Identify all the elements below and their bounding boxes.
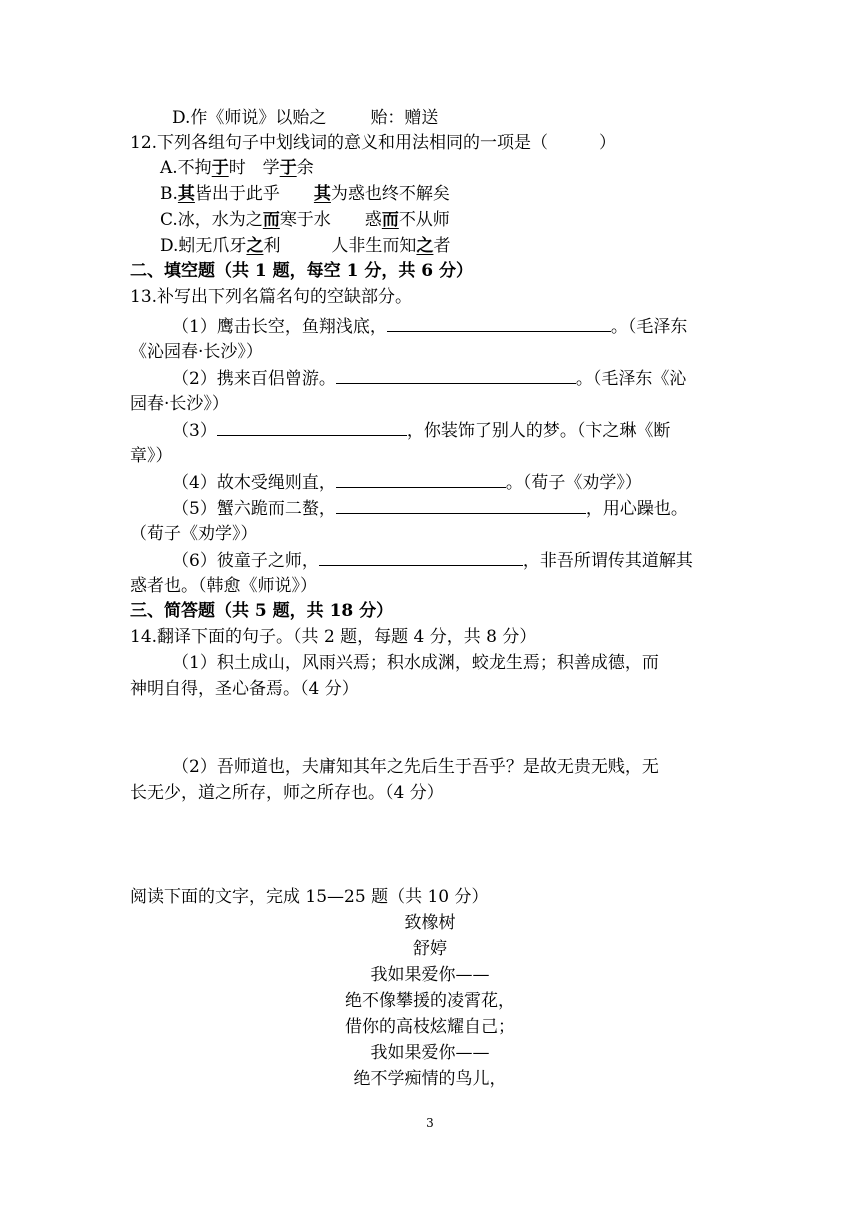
q11-option-d-gloss: 贻：赠送 [370, 108, 439, 128]
q13-item-3-cont: 章》） [130, 446, 173, 466]
section-3-heading: 三、简答题（共 5 题，共 18 分） [130, 601, 394, 621]
q12-a-text: A.不拘 [160, 158, 212, 178]
answer-blank[interactable] [387, 314, 611, 332]
q14-sentence-2: （2）吾师道也，夫庸知其年之先后生于吾乎？是故无贵无贱，无 [172, 757, 659, 777]
q13-item-3-source: ，你装饰了别人的梦。（卞之琳《断 [406, 421, 671, 441]
q12-option-d [160, 234, 450, 258]
q13-item-4 [172, 470, 642, 495]
q12-b-text: 为惑也终不解矣 [330, 184, 450, 204]
q14-sentence-1: （1）积土成山，风雨兴焉；积水成渊，蛟龙生焉；积善成德，而 [172, 653, 659, 673]
q13-item-5-cont: （荀子《劝学》） [130, 524, 258, 544]
q13-item-6 [172, 548, 693, 573]
poem-line: 我如果爱你—— [370, 1043, 490, 1063]
q12-d-text: D.蚓无爪牙 [160, 236, 247, 256]
q14-sentence-1-cont: 神明自得，圣心备焉。（4 分） [130, 679, 359, 699]
q13-item-5-text: （5）蟹六跪而二螯， [172, 499, 336, 519]
poem-line: 借你的高枝炫耀自己； [345, 1017, 515, 1037]
q13-item-4-text: （4）故木受绳则直， [172, 473, 336, 493]
q13-item-2-source: 。（毛泽东《沁 [575, 369, 687, 389]
q12-option-c [160, 208, 450, 232]
q12-stem: 12.下列各组句子中划线词的意义和用法相同的一项是（ ） [130, 133, 617, 153]
q12-option-a [160, 156, 314, 180]
q12-a-underlined: 于 [279, 158, 297, 178]
answer-blank[interactable] [217, 418, 407, 436]
q13-item-1 [172, 314, 687, 339]
answer-blank[interactable] [336, 366, 576, 384]
q13-item-3-text: （3） [172, 421, 217, 441]
q13-item-1-text: （1）鹰击长空，鱼翔浅底， [172, 317, 387, 337]
q12-d-text: 利 人非生而知 [263, 236, 417, 256]
q13-item-2-cont: 园春·长沙》） [130, 394, 229, 414]
answer-blank[interactable] [319, 548, 523, 566]
poem-line: 我如果爱你—— [370, 965, 490, 985]
section-2-heading: 二、填空题（共 1 题，每空 1 分，共 6 分） [130, 261, 473, 281]
q13-item-1-cont: 《沁园春·长沙》） [130, 342, 263, 362]
q13-item-6-source: ，非吾所谓传其道解其 [522, 551, 693, 571]
q12-c-text: C.冰，水为之 [160, 210, 263, 230]
q12-c-underlined: 而 [262, 210, 280, 230]
answer-blank[interactable] [336, 470, 506, 488]
q13-item-4-source: 。（荀子《劝学》） [505, 473, 642, 493]
q11-option-d [172, 106, 438, 130]
q12-c-text: 寒于水 惑 [279, 210, 382, 230]
reading-intro: 阅读下面的文字，完成 15—25 题（共 10 分） [130, 887, 489, 907]
poem-line: 绝不学痴情的鸟儿， [353, 1069, 507, 1089]
q13-item-6-cont: 惑者也。（韩愈《师说》） [130, 576, 317, 596]
poem-title: 致橡树 [404, 913, 456, 933]
q13-item-5-source: ，用心躁也。 [585, 499, 688, 519]
q13-item-2 [172, 366, 686, 391]
q12-d-underlined: 之 [246, 236, 264, 256]
q12-d-underlined: 之 [416, 236, 434, 256]
q14-sentence-2-cont: 长无少，道之所存，师之所存也。（4 分） [130, 783, 444, 803]
q12-a-text: 余 [296, 158, 314, 178]
q12-option-b [160, 182, 450, 206]
q12-a-underlined: 于 [211, 158, 229, 178]
q11-option-d-text: D.作《师说》以贻之 [172, 108, 327, 128]
poem-line: 绝不像攀援的凌霄花， [345, 991, 515, 1011]
q13-item-6-text: （6）彼童子之师， [172, 551, 319, 571]
poem-author: 舒婷 [413, 939, 447, 959]
q12-b-text: B. [160, 184, 178, 204]
q13-item-1-source: 。（毛泽东 [610, 317, 688, 337]
q13-item-2-text: （2）携来百侣曾游。 [172, 369, 336, 389]
q12-c-text: 不从师 [398, 210, 450, 230]
q12-d-text: 者 [433, 236, 451, 256]
q14-stem: 14.翻译下面的句子。（共 2 题，每题 4 分，共 8 分） [130, 627, 537, 647]
q13-item-3 [172, 418, 670, 443]
q12-c-underlined: 而 [381, 210, 399, 230]
q12-b-underlined: 其 [177, 184, 195, 204]
q12-b-text: 皆出于此乎 [194, 184, 314, 204]
q12-a-text: 时 学 [228, 158, 280, 178]
q13-stem: 13.补写出下列名篇名句的空缺部分。 [130, 287, 413, 307]
q12-b-underlined: 其 [313, 184, 331, 204]
q13-item-5 [172, 496, 688, 521]
page-number: 3 [426, 1116, 434, 1130]
answer-blank[interactable] [336, 496, 586, 514]
